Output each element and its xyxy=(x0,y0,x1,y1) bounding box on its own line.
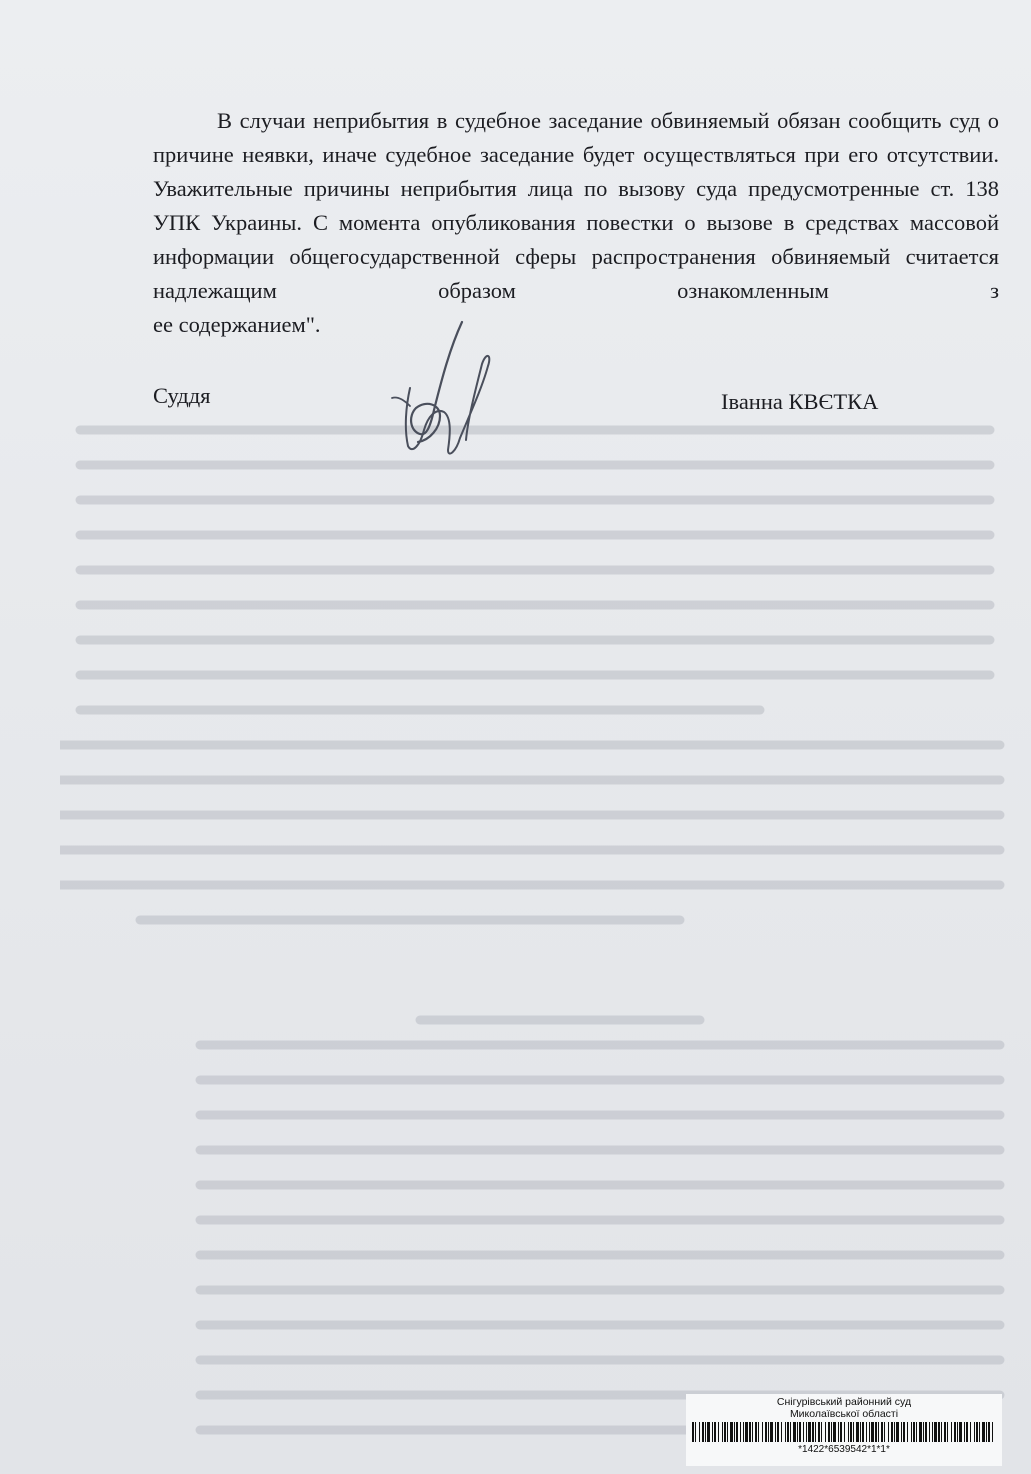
barcode-bar xyxy=(803,1422,804,1442)
barcode-bar xyxy=(881,1422,883,1442)
barcode-bar xyxy=(799,1422,801,1442)
paragraph-line: отсутствии. Уважительные причины неприбытия лица по вызову суда xyxy=(153,142,1000,201)
barcode-bar xyxy=(853,1422,854,1442)
barcode-bar xyxy=(775,1422,776,1442)
barcode-bar xyxy=(959,1422,962,1442)
barcode-bar xyxy=(875,1422,877,1442)
barcode-bar xyxy=(714,1422,716,1442)
barcode-bar xyxy=(891,1422,893,1442)
barcode-bar xyxy=(702,1422,704,1442)
barcode-bar xyxy=(901,1422,902,1442)
barcode-bar xyxy=(758,1422,759,1442)
barcode-bar xyxy=(818,1422,820,1442)
barcode-bar xyxy=(808,1422,811,1442)
barcode-bar xyxy=(992,1422,993,1442)
barcode-bar xyxy=(730,1422,733,1442)
barcode-bar xyxy=(718,1422,719,1442)
barcode-bar xyxy=(976,1422,978,1442)
barcode-bar xyxy=(821,1422,822,1442)
barcode-bar xyxy=(913,1422,915,1442)
barcode-bar xyxy=(833,1422,836,1442)
barcode-bar xyxy=(787,1422,789,1442)
barcode-bar xyxy=(692,1422,694,1442)
barcode-bar xyxy=(860,1422,861,1442)
barcode-bar xyxy=(755,1422,757,1442)
barcode-bar xyxy=(869,1422,870,1442)
barcode-bar xyxy=(970,1422,971,1442)
judge-title: Суддя xyxy=(153,383,211,408)
barcode-bar xyxy=(944,1422,946,1442)
barcode-bar xyxy=(762,1422,763,1442)
barcode-bar xyxy=(871,1422,874,1442)
barcode-bar xyxy=(982,1422,985,1442)
judge-name: Іванна КВЄТКА xyxy=(721,389,879,414)
paragraph-line: предусмотренные ст. 138 УПК Украины. С момента опубликования повестки о xyxy=(153,176,1000,235)
barcode-bar xyxy=(699,1422,700,1442)
barcode-bar xyxy=(957,1422,958,1442)
barcode-bar xyxy=(831,1422,832,1442)
barcode-bar xyxy=(894,1422,895,1442)
barcode-bar xyxy=(752,1422,753,1442)
barcode-bar xyxy=(722,1422,723,1442)
notice-paragraph xyxy=(153,104,999,342)
barcode-bar xyxy=(934,1422,937,1442)
stamp-court-name: Снігурівський районний суд xyxy=(776,1396,912,1408)
barcode-bar xyxy=(911,1422,912,1442)
barcode-bar xyxy=(844,1422,845,1442)
paragraph-line: суд о причине неявки, иначе судебное заседание будет осуществляться при его xyxy=(153,108,1000,167)
handwritten-signature xyxy=(390,318,515,468)
barcode-bar xyxy=(925,1422,927,1442)
barcode-bar xyxy=(951,1422,952,1442)
barcode-bar xyxy=(838,1422,839,1442)
barcode-number: *1422*6539542*1*1* xyxy=(798,1444,890,1455)
barcode-bar xyxy=(770,1422,773,1442)
barcode-bar xyxy=(866,1422,867,1442)
barcode-bar xyxy=(941,1422,942,1442)
barcode-bar xyxy=(781,1422,782,1442)
barcode-bar xyxy=(884,1422,885,1442)
barcode-bar xyxy=(929,1422,930,1442)
barcode-bar xyxy=(947,1422,948,1442)
paragraph-line: В случаи неприбытия в судебное заседание обвиняемый обязан сообщить xyxy=(217,108,942,133)
barcode-bar xyxy=(903,1422,905,1442)
barcode-bar xyxy=(707,1422,710,1442)
barcode-bar xyxy=(954,1422,956,1442)
barcode-bar xyxy=(938,1422,940,1442)
stamp-region: Миколаївської області xyxy=(789,1408,899,1420)
barcode-bar xyxy=(907,1422,908,1442)
barcode-bar xyxy=(695,1422,696,1442)
barcode-bar xyxy=(878,1422,879,1442)
barcode-bar xyxy=(916,1422,917,1442)
barcode-bar xyxy=(848,1422,849,1442)
barcode-bar xyxy=(743,1422,744,1442)
barcode-bar xyxy=(919,1422,922,1442)
barcode-bar xyxy=(828,1422,830,1442)
barcode-bar xyxy=(736,1422,738,1442)
barcode-bar xyxy=(734,1422,735,1442)
barcode-bar xyxy=(793,1422,796,1442)
barcode-bar xyxy=(923,1422,924,1442)
barcode-bar xyxy=(964,1422,965,1442)
barcode-bar xyxy=(806,1422,807,1442)
barcode-bar xyxy=(712,1422,713,1442)
paragraph-line: вызове в средствах массовой информации общегосударственной сферы xyxy=(153,210,999,269)
barcode-bar xyxy=(988,1422,990,1442)
barcode-bar xyxy=(896,1422,899,1442)
barcode-bar xyxy=(724,1422,726,1442)
barcode-bar xyxy=(705,1422,706,1442)
barcode-bar xyxy=(888,1422,889,1442)
barcode-bar xyxy=(862,1422,864,1442)
barcode-bar xyxy=(749,1422,751,1442)
barcode-bar xyxy=(974,1422,975,1442)
barcode-bar xyxy=(825,1422,826,1442)
paragraph-line: ее содержанием". xyxy=(153,312,321,337)
barcode-bar xyxy=(979,1422,980,1442)
barcode-bar xyxy=(797,1422,798,1442)
barcode-bar xyxy=(777,1422,779,1442)
barcode-bar xyxy=(986,1422,987,1442)
court-barcode-stamp xyxy=(686,1394,1002,1466)
barcode-bar xyxy=(812,1422,814,1442)
barcode-bar xyxy=(790,1422,791,1442)
barcode-bar xyxy=(966,1422,968,1442)
barcode-bar xyxy=(745,1422,748,1442)
barcode-bar xyxy=(768,1422,769,1442)
bleed-through-texture xyxy=(60,380,1010,1460)
barcode-bar xyxy=(932,1422,933,1442)
barcode-bar xyxy=(850,1422,852,1442)
barcode-bar xyxy=(840,1422,842,1442)
barcode xyxy=(692,1422,994,1442)
barcode-bar xyxy=(785,1422,786,1442)
barcode-bar xyxy=(727,1422,728,1442)
paragraph-line: распространения обвиняемый считается надлежащим образом ознакомленным з xyxy=(153,244,1000,303)
barcode-bar xyxy=(740,1422,741,1442)
barcode-bar xyxy=(856,1422,859,1442)
barcode-bar xyxy=(815,1422,816,1442)
barcode-bar xyxy=(765,1422,767,1442)
